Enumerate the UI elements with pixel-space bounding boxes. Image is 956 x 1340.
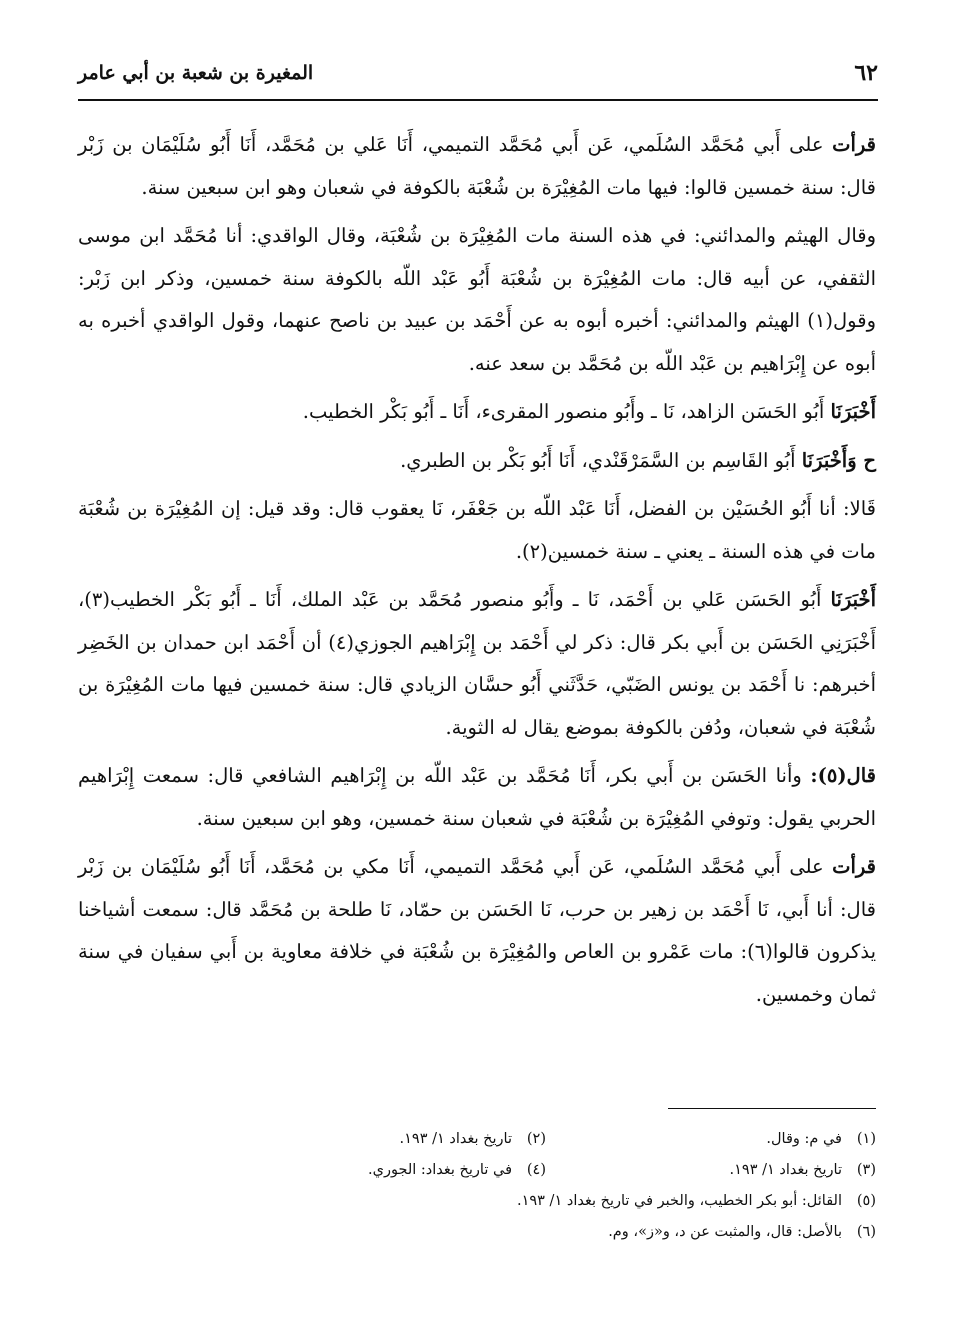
page-header — [78, 58, 878, 94]
footnotes — [160, 1124, 876, 1248]
paragraph-text: على أَبي مُحَمَّد السُلَمي، عَن أَبي مُحَمَّد التميمي، أَنَا عَلي بن مُحَمَّد، أَنَا أَبُو سُلَيْمَان بن زَبْر قال: سنة خمسين قالوا: فيها مات المُغِيْرَة بن شُعْبَة بالكوفة في شعبان وهو ابن سبعين سنة. — [78, 133, 876, 199]
footnote-text: تاريخ بغداد ١/ ١٩٣. — [399, 1131, 512, 1147]
footnote-number: (٣) — [856, 1162, 876, 1178]
footnote-5 — [517, 1186, 876, 1217]
footnote-text: القائل: أبو بكر الخطيب، والخبر في تاريخ بغداد ١/ ١٩٣. — [516, 1193, 842, 1209]
paragraph-5 — [78, 488, 876, 573]
main-text — [78, 124, 876, 1022]
paragraph-1 — [78, 124, 876, 209]
paragraph-7 — [78, 755, 876, 840]
paragraph-lead: ح وَأَخْبَرَنَا — [801, 448, 876, 472]
paragraph-8 — [78, 846, 876, 1016]
paragraph-text: أَبُو الحَسَن الزاهد، نَا ـ وأَبُو منصور المقرىء، أَنَا ـ أَبُو بَكْر الخطيب. — [302, 400, 831, 423]
paragraph-lead: أَخْبَرَنَا — [830, 588, 876, 611]
footnote-4 — [368, 1155, 546, 1186]
paragraph-lead: قال(٥): — [810, 764, 876, 787]
header-rule — [78, 99, 878, 101]
footnote-3 — [546, 1155, 876, 1186]
footnote-number: (١) — [856, 1131, 876, 1147]
paragraph-3 — [78, 391, 876, 434]
footnote-text: تاريخ بغداد ١/ ١٩٣. — [729, 1162, 842, 1178]
footnote-6 — [608, 1217, 876, 1248]
footnote-1 — [546, 1124, 876, 1155]
footnote-text: في تاريخ بغداد: الجوري. — [368, 1162, 512, 1178]
running-title: المغيرة بن شعبة بن أبي عامر — [78, 62, 314, 84]
footnote-text: بالأصل: قال، والمثبت عن د، و«ز»، وم. — [608, 1224, 842, 1240]
footnote-row — [160, 1186, 876, 1217]
footnote-text: في م: وقال. — [766, 1131, 842, 1147]
paragraph-2 — [78, 215, 876, 385]
paragraph-text: أَبُو الحَسَن عَلي بن أَحْمَد، نَا ـ وأَبُو منصور مُحَمَّد بن عَبْد الملك، أَنَا ـ أَبُو بَكْر الخطيب(٣)، أَخْبَرَنِي الحَسَن بن أَبي بكر قال: ذكر لي أَحْمَد بن إِبْرَاهيم الجوزي(٤) أن أَحْمَد ابن حمدان بن الخَضِر أخبرهم: نا أَحْمَد بن يونس الضَبّي، حَدَّثَني أَبُو حسَّان الزيادي قال: سنة خمسين فيها مات المُغِيْرَة بن شُعْبَة في شعبان، ودُفن بالكوفة بموضع يقال له الثوية. — [78, 588, 876, 739]
paragraph-lead: قرأت — [832, 855, 876, 878]
paragraph-text: وقال الهيثم والمدائني: في هذه السنة مات المُغِيْرَة بن شُعْبَة، وقال الواقدي: أنا مُحَمَّد ابن موسى الثقفي، عن أبيه قال: مات المُغِيْرَة بن شُعْبَة أَبُو عَبْد اللّه بالكوفة سنة خمسين، وذكر ابن زَبْر: وقول(١) الهيثم والمدائني: أخبره أبوه به عن أَحْمَد بن عبيد بن ناصح عنهما، وقول الواقدي أخبره به أبوه عن إِبْرَاهيم بن عَبْد اللّه بن مُحَمَّد بن سعد عنه. — [78, 224, 876, 375]
footnote-number: (٤) — [526, 1162, 546, 1178]
paragraph-text: وأنا الحَسَن بن أَبي بكر، أَنَا مُحَمَّد بن عَبْد اللّه بن إِبْرَاهيم الشافعي قال: سمعت إِبْرَاهيم الحربي يقول: وتوفي المُغِيْرَة بن شُعْبَة في شعبان سنة خمسين، وهو ابن سبعين سنة. — [78, 764, 876, 830]
paragraph-4 — [78, 440, 876, 483]
footnote-number: (٢) — [526, 1131, 546, 1147]
footnote-row — [160, 1217, 876, 1248]
paragraph-text: أَبُو القَاسِم بن السَّمَرْقَنْدي، أَنَا أَبُو بَكْر بن الطبري. — [400, 448, 802, 472]
paragraph-6 — [78, 579, 876, 749]
footnote-row — [160, 1155, 876, 1186]
paragraph-lead: قرأت — [832, 133, 876, 156]
footnote-number: (٥) — [856, 1193, 876, 1209]
footnote-rule — [668, 1108, 876, 1109]
page-number: ٦٢ — [854, 60, 878, 86]
paragraph-text: قَالا: أنا أَبُو الحُسَيْن بن الفضل، أَنَا عَبْد اللّه بن جَعْفَر، نَا يعقوب قال: وقد قيل: إن المُغِيْرَة بن شُعْبَة مات في هذه السنة ـ يعني ـ سنة خمسين(٢). — [78, 497, 876, 563]
paragraph-lead: أَخْبَرَنَا — [830, 400, 876, 423]
footnote-2 — [400, 1124, 546, 1155]
paragraph-text: على أَبي مُحَمَّد السُلَمي، عَن أَبي مُحَمَّد التميمي، أَنَا مكي بن مُحَمَّد، أَنَا أَبُو سُلَيْمَان بن زَبْر قال: أنا أَبي، نَا أَحْمَد بن زهير بن حرب، نَا الحَسَن بن حمّاد، نَا طلحة بن مُحَمَّد قال: سمعت أشياخنا يذكرون قالوا(٦): مات عَمْرو بن العاص والمُغِيْرَة بن شُعْبَة في خلافة معاوية بن أَبي سفيان في سنة ثمان وخمسين. — [78, 855, 876, 1006]
footnote-number: (٦) — [856, 1224, 876, 1240]
footnote-row — [160, 1124, 876, 1155]
